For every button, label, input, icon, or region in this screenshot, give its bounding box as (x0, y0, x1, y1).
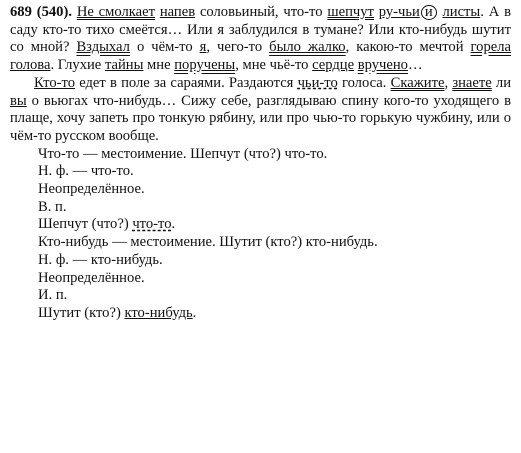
analysis-line (10, 252, 511, 270)
text-run: Шепчут (что?) (38, 216, 133, 233)
analysis-line (10, 270, 511, 288)
text-run: В. п. (38, 198, 67, 215)
marked-word: Кто-то (34, 74, 76, 91)
exercise-number: 689 (540). (10, 4, 72, 20)
marked-word: кто-нибудь (124, 304, 193, 321)
analysis-line (10, 199, 511, 217)
exercise-paragraph-1 (10, 4, 511, 75)
text-run: , мне чьё-то (235, 57, 313, 74)
analysis-line (10, 305, 511, 323)
text-run: Н. ф. — кто-нибудь. (38, 251, 163, 268)
marked-word: ру-чьи (378, 4, 420, 20)
text-run: . (192, 304, 197, 321)
analysis-line (10, 181, 511, 199)
marked-word: голова (10, 57, 51, 74)
text-run: . (171, 216, 176, 233)
marked-word: знаете (452, 74, 492, 91)
marked-word: напев (159, 4, 196, 20)
text-run: Что-то — местоимение. Шепчут (что?) что-то. (38, 145, 328, 162)
marked-word: что-то (132, 216, 172, 233)
circled-letter: и (421, 5, 437, 20)
analysis-line (10, 163, 511, 181)
marked-word: листы (442, 4, 481, 20)
text-run: ли (491, 74, 511, 91)
analysis-line (10, 287, 511, 305)
text-run: . А в саду кто-то тихо смеётся… Или я заблудился в тумане? Или кто-нибудь шутит со мной? (10, 4, 511, 56)
marked-word: сердце (312, 57, 355, 74)
marked-word: горела (470, 39, 512, 56)
marked-word: тайны (104, 57, 144, 74)
text-run: Шутит (кто?) (38, 304, 125, 321)
marked-word: Не смолкает (76, 4, 155, 20)
text-run: Неопределённое. (38, 181, 145, 198)
marked-word: шепчут (327, 4, 374, 20)
marked-word: вы (10, 92, 27, 109)
text-run: о вьюгах что-нибудь… Сижу себе, разглядываю спину кого-то уходящего в плаще, хочу запеть про тонкую рябину, или про чью-то горькую чужбину, или о чём-то русском вообще. (10, 92, 511, 144)
text-run: о чём-то (129, 39, 200, 56)
text-run: , (444, 74, 453, 91)
analysis-block (10, 146, 511, 323)
exercise-paragraph-2 (10, 75, 511, 146)
analysis-line (10, 216, 511, 234)
text-run: голоса. (337, 74, 391, 91)
marked-word: чьи-то (297, 74, 338, 91)
marked-word: я (199, 39, 207, 56)
text-run: соловьиный, что-то (195, 4, 328, 20)
analysis-line (10, 234, 511, 252)
marked-word: вручено (357, 57, 408, 74)
text-run: , какою-то мечтой (345, 39, 471, 56)
marked-word: поручены (174, 57, 236, 74)
analysis-line (10, 146, 511, 164)
text-run: едет в поле за сараями. Раздаются (75, 74, 298, 91)
text-run: Кто-нибудь — местоимение. Шутит (кто?) кто-нибудь. (38, 234, 378, 251)
marked-word: Вздыхал (76, 39, 130, 56)
text-run: … (407, 57, 423, 74)
text-run: , чего-то (206, 39, 270, 56)
paragraph-1-text (10, 4, 511, 73)
text-run: Неопределённое. (38, 269, 145, 286)
marked-word: было жалко (269, 39, 346, 56)
text-run: . Глухие (50, 57, 105, 74)
text-run: мне (143, 57, 175, 74)
marked-word: Скажите (390, 74, 445, 91)
text-run: И. п. (38, 287, 68, 304)
text-run: Н. ф. — что-то. (38, 163, 134, 180)
